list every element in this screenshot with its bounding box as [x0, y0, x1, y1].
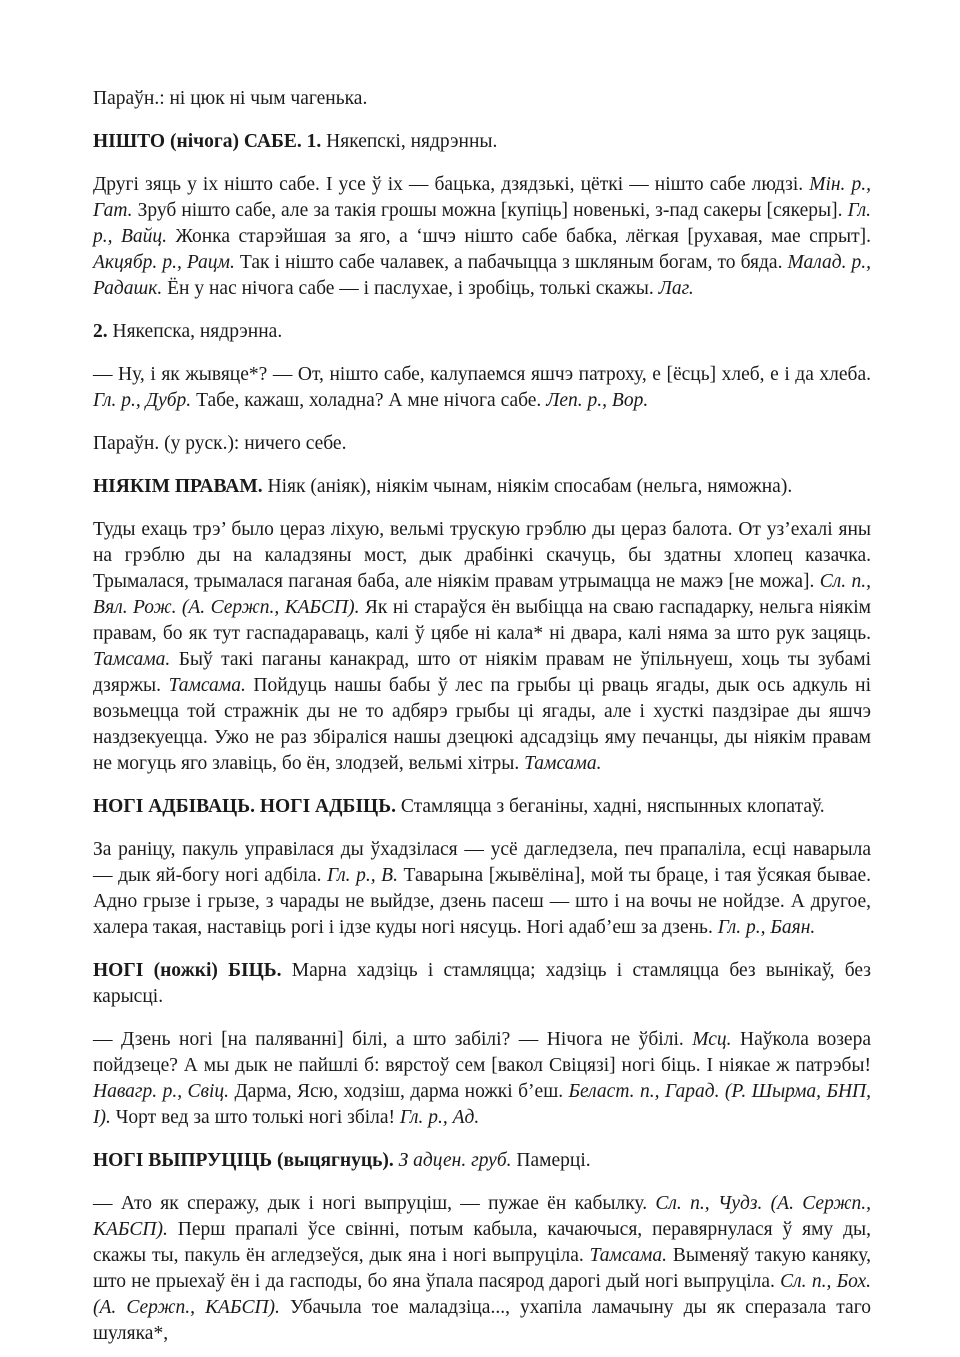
headword-bold-run: НІШТО (нічога) САБЕ. 1. — [93, 131, 327, 152]
source-italic-run: Акцябр. р., Рацм. — [93, 252, 235, 273]
text-run: — Дзень ногі [на паляванні] білі, а што забілі? — Нічога не ўбілі. — [93, 1029, 693, 1050]
source-italic-run: Тамсама. — [93, 649, 171, 670]
headword-bold-run: 2. — [93, 321, 113, 342]
source-italic-run: Тамсама. — [589, 1245, 667, 1266]
headword-bold-run: НОГІ ВЫПРУЦІЦЬ (выцягнуць). — [93, 1150, 399, 1171]
source-italic-run: Гл. р., Дубр. — [93, 390, 192, 411]
text-run: Наўкола возера пойдзеце? А мы дык не пайшлі б: вярстоў сем [вакол Свіцязі] ногі біць. І ніякае ж патрэбы! — [93, 1029, 871, 1076]
source-italic-run: Лаг. — [658, 278, 694, 299]
source-italic-run: Малад. р., Радашк. — [93, 252, 871, 299]
text-run: Туды ехаць трэ’ было цераз ліхую, вельмі трускую грэблю ды цераз балота. От уз’ехалі яны на грэблю ды на каладзяны мост, дык драбінкі скачуць, бы здатны хлопец казачка. Трымалася, трымалася паганая баба, але ніякім правам утрымацца не мажэ [не можа]. — [93, 519, 871, 592]
text-run: Другі зяць у іх нішто сабе. І усе ў іх — бацька, дзядзькі, цёткі — нішто сабе людзі. — [93, 174, 810, 195]
source-italic-run: Гл. р., Ад. — [399, 1107, 480, 1128]
source-italic-run: Леп. р., Вор. — [546, 390, 649, 411]
text-run: Дарма, Ясю, ходзіш, дарма ножкі б’еш. — [229, 1081, 569, 1102]
text-run: Выменяў такую каняку, што не прыехаў ён і да гасподы, бо яна ўпала пасярод дарогі дый ногі выпруціла. — [93, 1245, 871, 1292]
text-run: Параўн.: ні цюк ні чым чагенька. — [93, 88, 368, 109]
paragraph-sense-2 — [93, 319, 871, 345]
text-run: Ён у нас нічога сабе — і паслухае, і зробіць, толькі скажы. — [162, 278, 659, 299]
text-run: Убачыла тое маладзіца..., ухапіла ламачыну ды як сперазала таго шуляка*, — [93, 1297, 871, 1344]
source-italic-run: Навагр. р., Свіц. — [93, 1081, 230, 1102]
text-run: Зруб нішто сабе, але за такія грошы можна [купіць] новенькі, з-пад сакеры [сякеры]. — [132, 200, 848, 221]
paragraph-examples — [93, 1027, 871, 1131]
headword-bold-run: НОГІ (ножкі) БІЦЬ. — [93, 960, 292, 981]
text-run: За раніцу, пакуль управілася ды ўхадзілася — усё дагледзела, печ прапаліла, есці наварыла — дык яй-богу ногі адбіла. — [93, 839, 871, 886]
paragraph-examples — [93, 362, 871, 414]
text-run: Стамляцца з беганіны, хадні, няспынных клопатаў. — [400, 796, 825, 817]
paragraph-entry-nishto-sabe — [93, 129, 871, 155]
source-italic-run: З адцен. груб. — [398, 1150, 512, 1171]
text-run: — Ато як сперажу, дык і ногі выпруціш, — пужае ён кабылку. — [93, 1193, 656, 1214]
paragraph-examples — [93, 837, 871, 941]
source-italic-run: Тамсама. — [524, 753, 602, 774]
source-italic-run: Сл. п., Чудз. (А. Сержп., КАБСП). — [93, 1193, 871, 1240]
source-italic-run: Мін. р., Гат. — [93, 174, 871, 221]
paragraph-examples — [93, 517, 871, 777]
source-italic-run: Тамсама. — [168, 675, 246, 696]
headword-bold-run: НОГІ АДБІВАЦЬ. НОГІ АДБІЦЬ. — [93, 796, 401, 817]
source-italic-run: Гл. р., В. — [327, 865, 398, 886]
text-run: Параўн. (у руск.): ничего себе. — [93, 433, 347, 454]
text-run: Пойдуць нашы бабы ў лес па грыбы ці рваць ягады, дык ось адкуль ні возьмецца той стражнік ды не то адбярэ грыбы ці ягады, але і хусткі паздзірае ды яшчэ наздзекуецца. Ужо не раз збіраліся нашы дзецюкі адсадзіць яму печанцы, ды ніякім правам не могуць яго злавіць, бо ён, злодзей, вельмі хітры. — [93, 675, 872, 774]
source-italic-run: Сл. п., Вял. Рож. (А. Сержп., КАБСП). — [93, 571, 871, 618]
text-block — [93, 86, 871, 1357]
text-run: Чорт вед за што толькі ногі збіла! — [110, 1107, 400, 1128]
paragraph-entry-niyakim-pravam — [93, 474, 871, 500]
source-italic-run: Сл. п., Бох. (А. Сержп., КАБСП). — [93, 1271, 871, 1318]
text-run: — Ну, і як жывяце*? — От, нішто сабе, калупаемся яшчэ патроху, е [ёсць] хлеб, е і да хлеба. — [93, 364, 871, 385]
text-run: Перш прапалі ўсе свінні, потым кабыла, качаючыся, перавярнулася ў яму ды, скажы ты, пакуль ён агледзеўся, дык яна і ногі выпруціла. — [93, 1219, 871, 1266]
text-run: Так і нішто сабе чалавек, а пабачыцца з шкляным богам, то бяда. — [234, 252, 788, 273]
text-run: Ніяк (аніяк), ніякім чынам, ніякім спосабам (нельга, няможна). — [267, 476, 793, 497]
text-run: Быў такі паганы канакрад, што от ніякім правам не ўпільнуеш, хоць ты зубамі дзяржы. — [93, 649, 871, 696]
text-run: Някепска, нядрэнна. — [112, 321, 283, 342]
text-run: Памерці. — [511, 1150, 591, 1171]
source-italic-run: Мсц. — [692, 1029, 732, 1050]
source-italic-run: Гл. р., Баян. — [717, 917, 816, 938]
paragraph-entry-nogi-vyprucic — [93, 1148, 871, 1174]
source-italic-run: Гл. р., Вайц. — [93, 200, 871, 247]
paragraph-examples — [93, 172, 871, 302]
headword-bold-run: НІЯКІМ ПРАВАМ. — [93, 476, 268, 497]
text-run: Табе, кажаш, холадна? А мне нічога сабе. — [191, 390, 547, 411]
text-run: Таварына [жывёліна], мой ты браце, і тая ўсякая бывае. Адно грызе і грызе, з чарады не выйдзе, дзень пасеш — што і на вочы не нойдзе. А другое, халера такая, наставіць рогі і ідзе куды ногі нясуць. Ногі адаб’еш за дзень. — [93, 865, 872, 938]
text-run: Някепскі, нядрэнны. — [326, 131, 498, 152]
source-italic-run: Беласт. п., Гарад. (Р. Шырма, БНП, І). — [93, 1081, 871, 1128]
text-run: Жонка старэйшая за яго, а ‘шчэ нішто сабе бабка, лёгкая [рухавая, мае спрыт]. — [167, 226, 871, 247]
paragraph-entry-nogi-bic — [93, 958, 871, 1010]
text-run: Як ні стараўся ён выбіцца на сваю гаспадарку, нельга ніякім правам, бо як тут гаспадараваць, калі ў цябе ні кала* ні двара, калі няма за што рук зацяць. — [93, 597, 871, 644]
paragraph-compare-note — [93, 86, 871, 112]
text-run: Марна хадзіць і стамляцца; хадзіць і стамляцца без вынікаў, без карысці. — [93, 960, 872, 1007]
paragraph-examples — [93, 1191, 871, 1347]
paragraph-compare-note — [93, 431, 871, 457]
paragraph-entry-nogi-adbivac — [93, 794, 871, 820]
